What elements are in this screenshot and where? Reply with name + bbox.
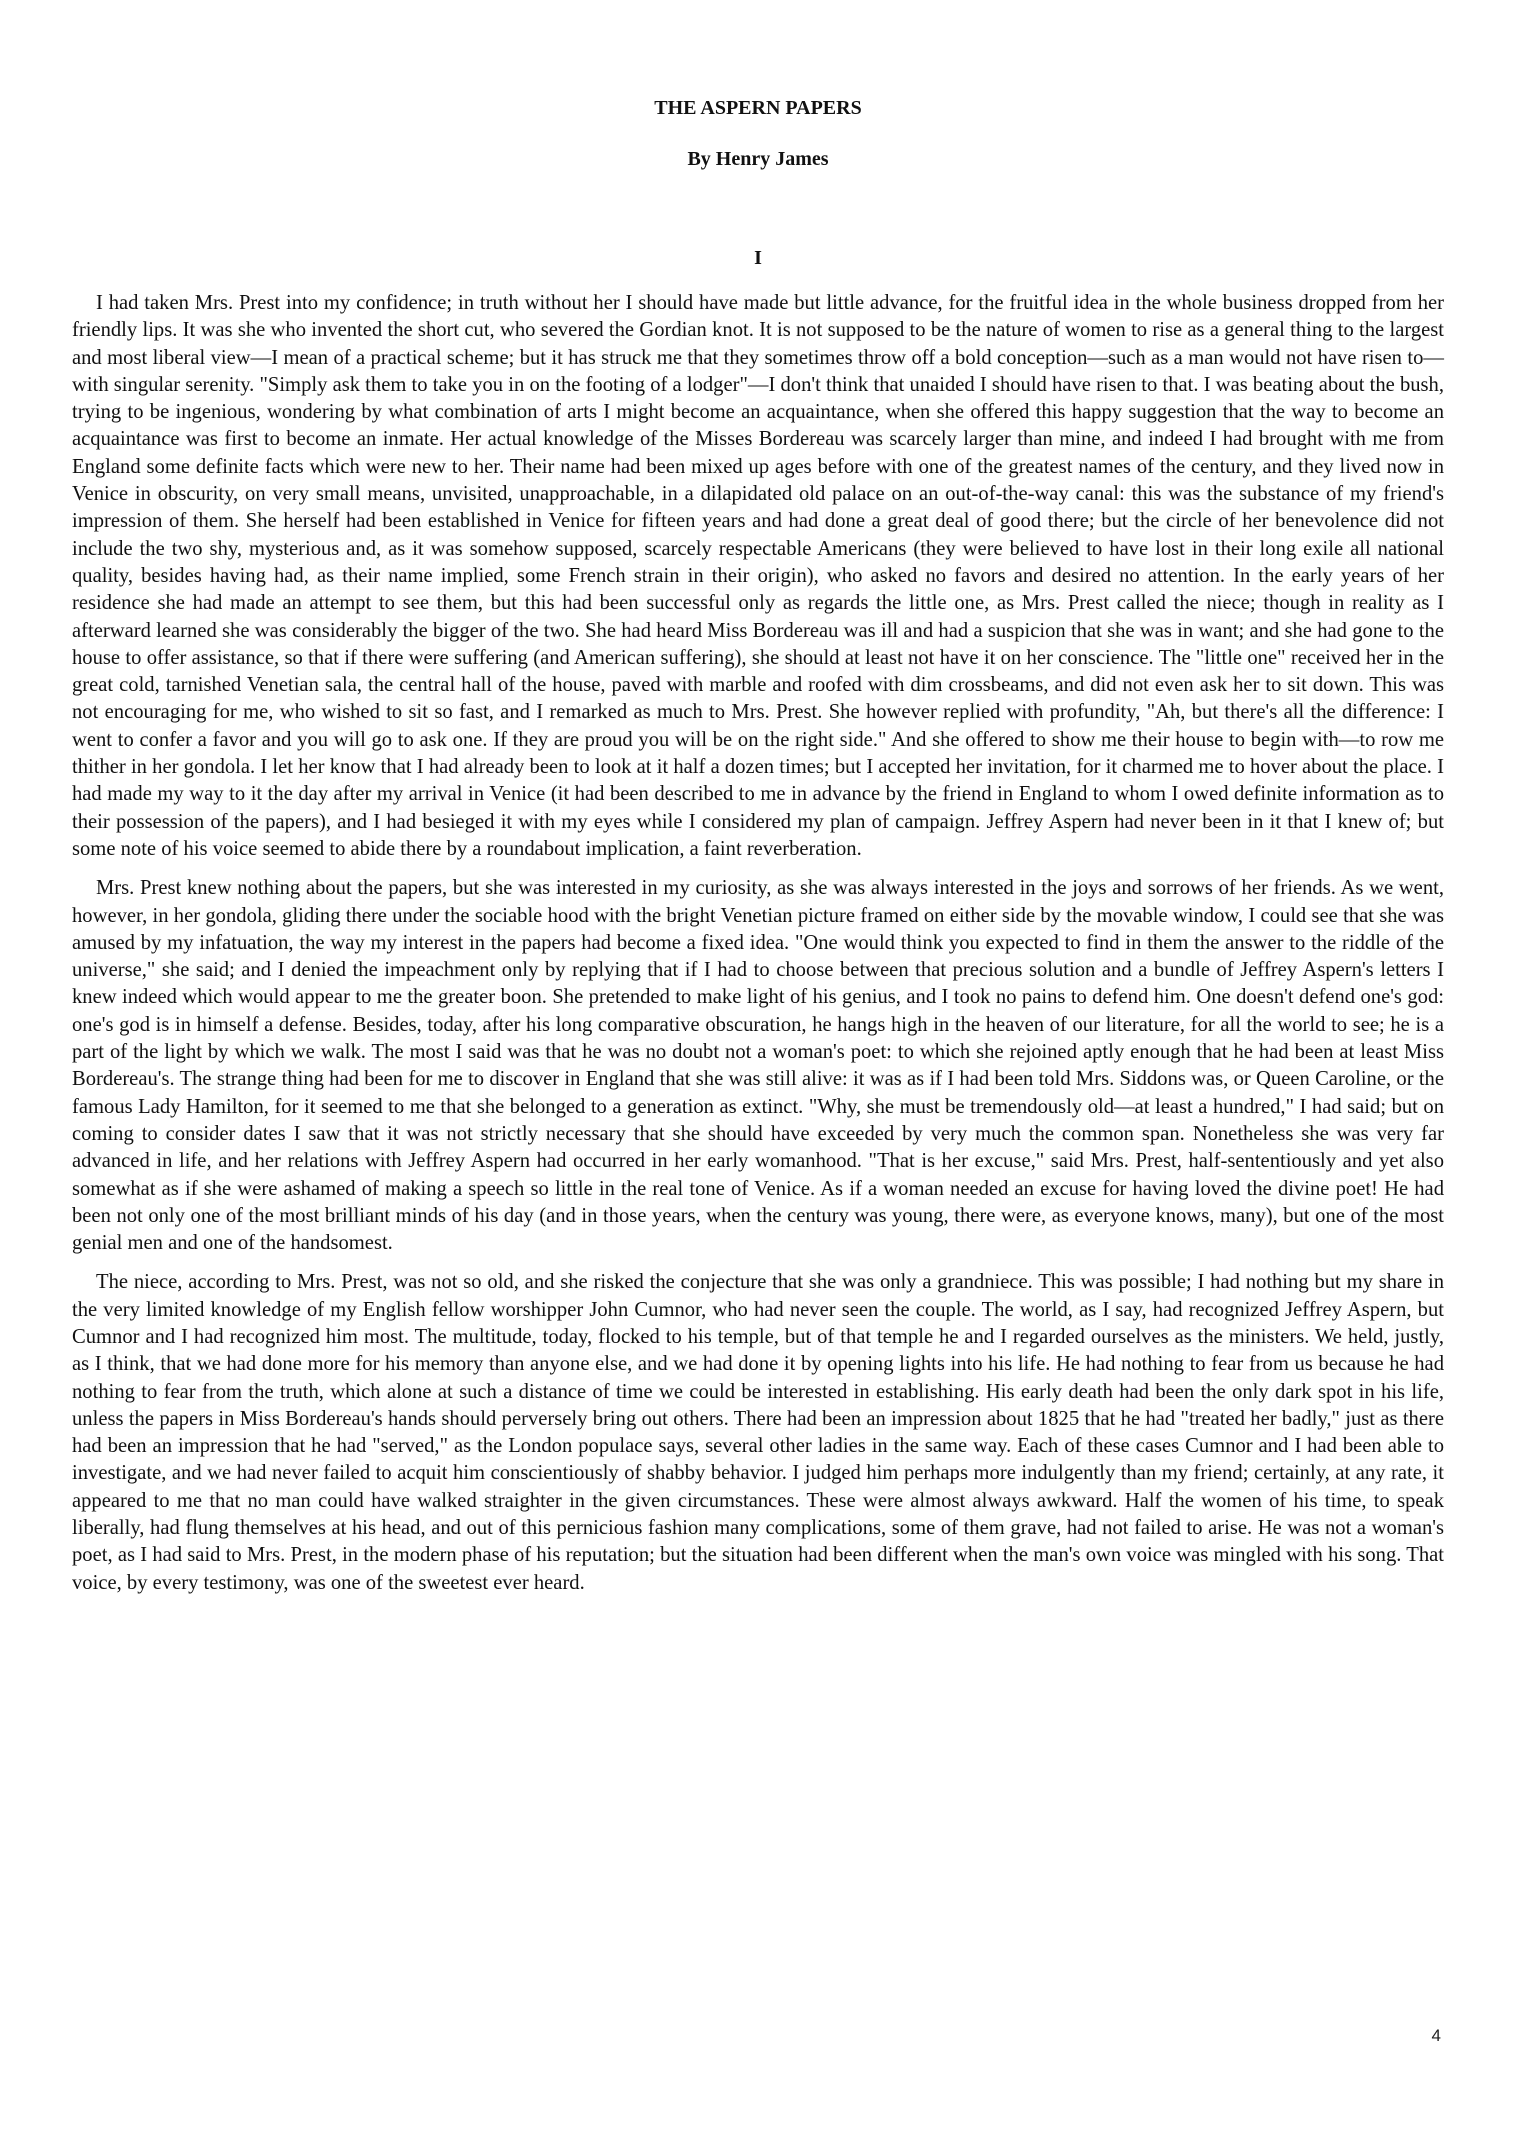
paragraph-2: Mrs. Prest knew nothing about the papers, but she was interested in my curiosity, as she was always interested in the joys and sorrows of her friends. As we went, however, in her gondola, gliding there under the sociable hood with the bright Venetian picture framed on either side by the movable window, I could see that she was amused by my infatuation, the way my interest in the papers had become a fixed idea. "One would think you expected to find in them the answer to the riddle of the universe," she said; and I denied the impeachment only by replying that if I had to choose between that precious solution and a bundle of Jeffrey Aspern's letters I knew indeed which would appear to me the greater boon. She pretended to make light of his genius, and I took no pains to defend him. One doesn't defend one's god: one's god is in himself a defense. Besides, today, after his long comparative obscuration, he hangs high in the heaven of our literature, for all the world to see; he is a part of the light by which we walk. The most I said was that he was no doubt not a woman's poet: to which she rejoined aptly enough that he had been at least Miss Bordereau's. The strange thing had been for me to discover in England that she was still alive: it was as if I had been told Mrs. Siddons was, or Queen Caroline, or the famous Lady Hamilton, for it seemed to me that she belonged to a generation as extinct. "Why, she must be tremendously old—at least a hundred," I had said; but on coming to consider dates I saw that it was not strictly necessary that she should have exceeded by very much the common span. Nonetheless she was very far advanced in life, and her relations with Jeffrey Aspern had occurred in her early womanhood. "That is her excuse," said Mrs. Prest, half-sententiously and yet also somewhat as if she were ashamed of making a speech so little in the real tone of Venice. As if a woman needed an excuse for having loved the divine poet! He had been not only one of the most brilliant minds of his day (and in those years, when the century was young, there were, as everyone knows, many), but one of the most genial men and one of the handsomest. — [72, 877, 1444, 1255]
body-text — [72, 290, 1444, 1609]
page-number: 4 — [1431, 2026, 1441, 2045]
chapter-heading: I — [754, 247, 762, 269]
book-title: THE ASPERN PAPERS — [654, 97, 862, 119]
book-author: By Henry James — [687, 148, 829, 170]
paragraph-1: I had taken Mrs. Prest into my confidence; in truth without her I should have made but little advance, for the fruitful idea in the whole business dropped from her friendly lips. It was she who invented the short cut, who severed the Gordian knot. It is not supposed to be the nature of women to rise as a general thing to the largest and most liberal view—I mean of a practical scheme; but it has struck me that they sometimes throw off a bold conception—such as a man would not have risen to—with singular serenity. "Simply ask them to take you in on the footing of a lodger"—I don't think that unaided I should have risen to that. I was beating about the bush, trying to be ingenious, wondering by what combination of arts I might become an acquaintance, when she offered this happy suggestion that the way to become an acquaintance was first to become an inmate. Her actual knowledge of the Misses Bordereau was scarcely larger than mine, and indeed I had brought with me from England some definite facts which were new to her. Their name had been mixed up ages before with one of the greatest names of the century, and they lived now in Venice in obscurity, on very small means, unvisited, unapproachable, in a dilapidated old palace on an out-of-the-way canal: this was the substance of my friend's impression of them. She herself had been established in Venice for fifteen years and had done a great deal of good there; but the circle of her benevolence did not include the two shy, mysterious and, as it was somehow supposed, scarcely respectable Americans (they were believed to have lost in their long exile all national quality, besides having had, as their name implied, some French strain in their origin), who asked no favors and desired no attention. In the early years of her residence she had made an attempt to see them, but this had been successful only as regards the little one, as Mrs. Prest called the niece; though in reality as I afterward learned she was considerably the bigger of the two. She had heard Miss Bordereau was ill and had a suspicion that she was in want; and she had gone to the house to offer assistance, so that if there were suffering (and American suffering), she should at least not have it on her conscience. The "little one" received her in the great cold, tarnished Venetian sala, the central hall of the house, paved with marble and roofed with dim crossbeams, and did not even ask her to sit down. This was not encouraging for me, who wished to sit so fast, and I remarked as much to Mrs. Prest. She however replied with profundity, "Ah, but there's all the difference: I went to confer a favor and you will go to ask one. If they are proud you will be on the right side." And she offered to show me their house to begin with—to row me thither in her gondola. I let her know that I had already been to look at it half a dozen times; but I accepted her invitation, for it charmed me to hover about the place. I had made my way to it the day after my arrival in Venice (it had been described to me in advance by the friend in England to whom I owed definite information as to their possession of the papers), and I had besieged it with my eyes while I considered my plan of campaign. Jeffrey Aspern had never been in it that I knew of; but some note of his voice seemed to abide there by a roundabout implication, a faint reverberation. — [72, 292, 1444, 860]
paragraph-3: The niece, according to Mrs. Prest, was not so old, and she risked the conjecture that she was only a grandniece. This was possible; I had nothing but my share in the very limited knowledge of my English fellow worshipper John Cumnor, who had never seen the couple. The world, as I say, had recognized Jeffrey Aspern, but Cumnor and I had recognized him most. The multitude, today, flocked to his temple, but of that temple he and I regarded ourselves as the ministers. We held, justly, as I think, that we had done more for his memory than anyone else, and we had done it by opening lights into his life. He had nothing to fear from us because he had nothing to fear from the truth, which alone at such a distance of time we could be interested in establishing. His early death had been the only dark spot in his life, unless the papers in Miss Bordereau's hands should perversely bring out others. There had been an impression about 1825 that he had "treated her badly," just as there had been an impression that he had "served," as the London populace says, several other ladies in the same way. Each of these cases Cumnor and I had been able to investigate, and we had never failed to acquit him conscientiously of shabby behavior. I judged him perhaps more indulgently than my friend; certainly, at any rate, it appeared to me that no man could have walked straighter in the given circumstances. These were almost always awkward. Half the women of his time, to speak liberally, had flung themselves at his head, and out of this pernicious fashion many complications, some of them grave, had not failed to arise. He was not a woman's poet, as I had said to Mrs. Prest, in the modern phase of his reputation; but the situation had been different when the man's own voice was mingled with his song. That voice, by every testimony, was one of the sweetest ever heard. — [72, 1271, 1444, 1594]
